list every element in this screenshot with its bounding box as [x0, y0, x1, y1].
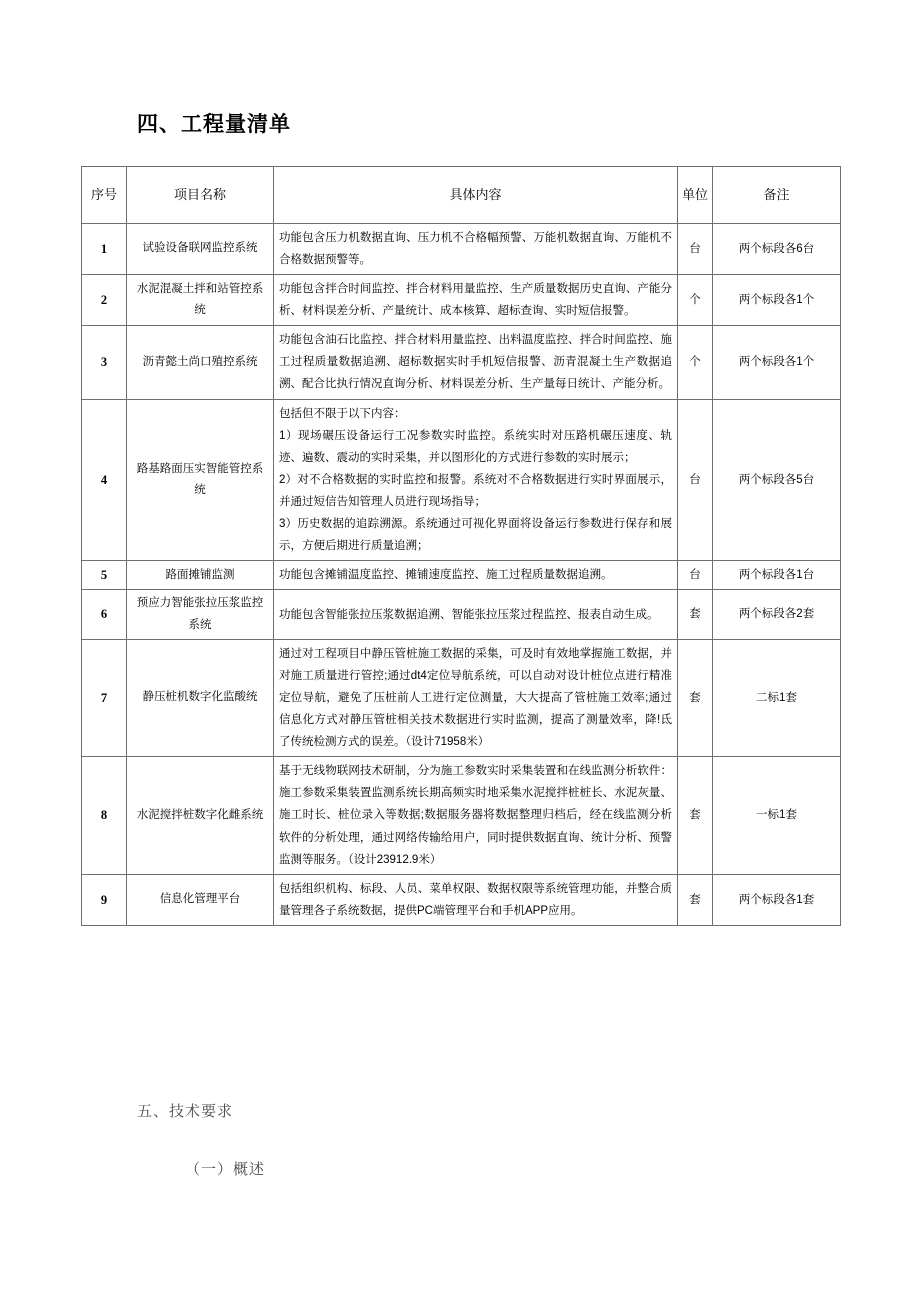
row-unit: 台	[678, 399, 713, 561]
page-title: 四、工程量清单	[137, 113, 291, 136]
row-description: 功能包含拌合时间监控、拌合材料用量监控、生产质量数据历史直询、产能分析、材料误差分析、产量统计、成本核算、超标查询、实时短信报警。	[274, 275, 678, 326]
row-description: 基于无线物联网技术研制，分为施工参数实时采集装置和在线监测分析软件：施工参数采集装置监测系统长期高频实时地采集水泥搅拌桩桩长、水泥灰量、施工时长、桩位录入等数据;数据服务器将数据整理归档后，经在线监测分析软件的分析处理，通过网络传输给用户，同时提供数据直询、统计分析、预警监测等服务。（设计23912.9米）	[274, 757, 678, 874]
row-unit: 套	[678, 639, 713, 756]
row-description: 功能包含智能张拉压浆数据追溯、智能张拉压浆过程监控、报表自动生成。	[274, 590, 678, 640]
row-note: 两个标段各1个	[713, 326, 841, 399]
table-row	[82, 639, 841, 756]
row-note: 两个标段各1个	[713, 275, 841, 326]
row-item-name: 试验设备联网监控系统	[127, 224, 274, 275]
row-number: 3	[82, 326, 127, 399]
column-header-desc: 具体内容	[274, 167, 678, 224]
table-row	[82, 874, 841, 925]
row-item-name: 水泥混凝土拌和站管控系统	[127, 275, 274, 326]
row-item-name: 预应力智能张拉压浆监控系统	[127, 590, 274, 640]
row-description: 功能包含油石比监控、拌合材料用量监控、出料温度监控、拌合时间监控、施工过程质量数据追溯、超标数据实时手机短信报警、沥青混凝土生产数据追溯、配合比执行情况直询分析、材料误差分析、生产量每日统计、产能分析。	[274, 326, 678, 399]
row-note: 两个标段各5台	[713, 399, 841, 561]
section-heading-technical-requirements: 五、技术要求	[137, 1104, 234, 1120]
quantity-list-table	[81, 166, 841, 926]
row-item-name: 信息化管理平台	[127, 874, 274, 925]
row-note: 两个标段各1套	[713, 874, 841, 925]
table-row	[82, 275, 841, 326]
row-item-name: 路基路面压实智能管控系统	[127, 399, 274, 561]
column-header-no: 序号	[82, 167, 127, 224]
row-number: 7	[82, 639, 127, 756]
row-item-name: 沥青懿土尚口殖控系统	[127, 326, 274, 399]
row-item-name: 静压桩机数字化监酸统	[127, 639, 274, 756]
row-note: 二标1套	[713, 639, 841, 756]
row-number: 2	[82, 275, 127, 326]
table-row	[82, 399, 841, 561]
row-number: 5	[82, 561, 127, 590]
row-unit: 套	[678, 590, 713, 640]
row-unit: 个	[678, 275, 713, 326]
row-description: 包括但不限于以下内容： 1）现场碾压设备运行工况参数实时监控。系统实时对压路机碾压速度、轨迹、遍数、震动的实时采集，并以图形化的方式进行参数的实时展示； 2）对不合格数据的实时监控和报警。系统对不合格数据进行实时界面展示，并通过短信告知管理人员进行现场指导； 3）历史数据的追踪溯源。系统通过可视化界面将设备运行参数进行保存和展示，方便后期进行质量追溯；	[274, 399, 678, 561]
row-number: 9	[82, 874, 127, 925]
row-number: 6	[82, 590, 127, 640]
row-item-name: 水泥搅拌桩数字化雌系统	[127, 757, 274, 874]
table-body	[82, 224, 841, 926]
table-row	[82, 561, 841, 590]
table-row	[82, 757, 841, 874]
row-note: 两个标段各2套	[713, 590, 841, 640]
table-header-row	[82, 167, 841, 224]
row-number: 8	[82, 757, 127, 874]
table-row	[82, 224, 841, 275]
row-description: 功能包含摊铺温度监控、摊铺速度监控、施工过程质量数据追溯。	[274, 561, 678, 590]
row-note: 一标1套	[713, 757, 841, 874]
row-item-name: 路面摊铺监测	[127, 561, 274, 590]
row-number: 4	[82, 399, 127, 561]
column-header-unit: 单位	[678, 167, 713, 224]
row-note: 两个标段各6台	[713, 224, 841, 275]
row-description: 包括组织机构、标段、人员、菜单权限、数据权限等系统管理功能，并整合质量管理各子系统数据，提供PC端管理平台和手机APP应用。	[274, 874, 678, 925]
row-unit: 台	[678, 224, 713, 275]
column-header-note: 备注	[713, 167, 841, 224]
row-note: 两个标段各1台	[713, 561, 841, 590]
table-row	[82, 326, 841, 399]
row-number: 1	[82, 224, 127, 275]
table-row	[82, 590, 841, 640]
row-description: 功能包含压力机数据直询、压力机不合格幅预警、万能机数据直询、万能机不合格数据预警等。	[274, 224, 678, 275]
row-unit: 台	[678, 561, 713, 590]
row-unit: 套	[678, 874, 713, 925]
row-description: 通过对工程项目中静压管桩施工数据的采集，可及时有效地掌握施工数据，并对施工质量进行管控;通过dt4定位导航系统，可以自动对设计桩位点进行精准定位导航，避免了压桩前人工进行定位测量，大大提高了管桩施工效率;通过信息化方式对静压管桩相关技术数据进行实时监测，提高了测量效率，降!氐了传统检测方式的误差。（设计71958米）	[274, 639, 678, 756]
row-unit: 套	[678, 757, 713, 874]
column-header-name: 项目名称	[127, 167, 274, 224]
row-unit: 个	[678, 326, 713, 399]
subsection-heading-overview: （一）概述	[185, 1162, 266, 1178]
